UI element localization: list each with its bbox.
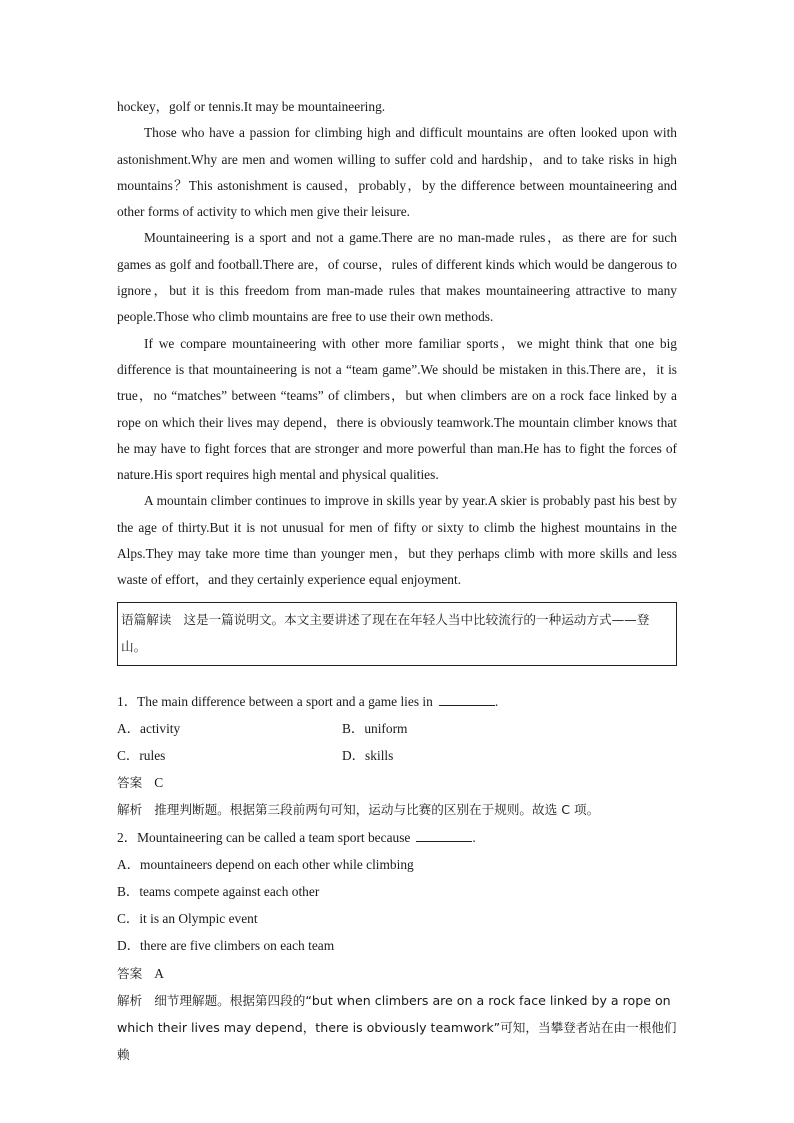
passage-paragraph-5: A mountain climber continues to improve in skills year by year.A skier is probably past his best by the age of thirty.But it is not unusual for men of fifty or sixty to climb the highest mountains in the Alps.They may take more time than younger men，but they perhaps climb with more skills and less waste of effort，and they certainly experience equal enjoyment. (117, 493, 677, 588)
question-1-end: . (494, 693, 499, 709)
summary-label: 语篇解读 (121, 611, 172, 627)
explanation-text: 推理判断题。根据第三段前两句可知，运动与比赛的区别在于规则。故选 C 项。 (154, 802, 600, 818)
question-1-stem (117, 688, 677, 715)
option-b: B．uniform (342, 720, 408, 736)
option-a: A．activity (117, 720, 181, 736)
question-1-options-row-1 (117, 715, 677, 742)
summary-text: 这是一篇说明文。本文主要讲述了现在在年轻人当中比较流行的一种运动方式——登山。 (121, 611, 650, 654)
content-area (117, 94, 677, 1068)
question-1-options-row-2 (117, 742, 677, 769)
question-2-text: 2．Mountaineering can be called a team sport because (117, 829, 411, 845)
question-1-explanation (117, 796, 677, 823)
option-a: A．mountaineers depend on each other while climbing (117, 856, 414, 872)
explanation-label: 解析 (117, 802, 143, 818)
option-d: D．there are five climbers on each team (117, 938, 335, 954)
explanation-text: 细节理解题。根据第四段的“but when climbers are on a rock face linked by a rope on which their lives may depend，there is obviously teamwork”可知，当攀登者站在由一根他们赖 (117, 992, 677, 1063)
passage-paragraph-3: Mountaineering is a sport and not a game.There are no man-made rules，as there are for such games as golf and football.There are，of course，rules of different kinds which would be dangerous to ignore，but it is this freedom from man-made rules that makes mountaineering attractive to many people.Those who climb mountains are free to use their own methods. (117, 230, 677, 325)
question-2-end: . (472, 829, 476, 845)
question-2-answer (117, 960, 677, 987)
option-b: B．teams compete against each other (117, 884, 320, 900)
passage-paragraph-1: hockey，golf or tennis.It may be mountaineering. (117, 99, 386, 114)
questions (117, 688, 677, 1069)
answer-value: A (154, 965, 164, 981)
question-1-text: 1．The main difference between a sport and a game lies in (117, 693, 433, 709)
question-2-explanation (117, 987, 677, 1069)
option-d: D．skills (342, 748, 394, 764)
answer-blank (439, 694, 495, 706)
passage (117, 94, 677, 594)
passage-paragraph-2: Those who have a passion for climbing high and difficult mountains are often looked upon with astonishment.Why are men and women willing to suffer cold and hardship，and to take risks in high mountains？This astonishment is caused，probably，by the difference between mountaineering and other forms of activity to which men give their leisure. (117, 125, 677, 220)
question-1-answer (117, 769, 677, 796)
answer-blank (416, 830, 472, 842)
question-2-stem (117, 824, 677, 851)
option-c: C．rules (117, 748, 166, 764)
answer-label: 答案 (117, 965, 143, 981)
answer-label: 答案 (117, 775, 143, 791)
option-c: C．it is an Olympic event (117, 911, 258, 927)
explanation-label: 解析 (117, 992, 143, 1008)
answer-value: C (154, 775, 164, 791)
passage-paragraph-4: If we compare mountaineering with other more familiar sports，we might think that one big difference is that mountaineering is not a “team game”.We should be mistaken in this.There are，it is true，no “matches” between “teams” of climbers，but when climbers are on a rock face linked by a rope on which their lives may depend，there is obviously teamwork.The mountain climber knows that he may have to fight forces that are stronger and more powerful than man.He has to fight the forces of nature.His sport requires high mental and physical qualities. (117, 335, 677, 483)
summary-box (117, 602, 677, 666)
